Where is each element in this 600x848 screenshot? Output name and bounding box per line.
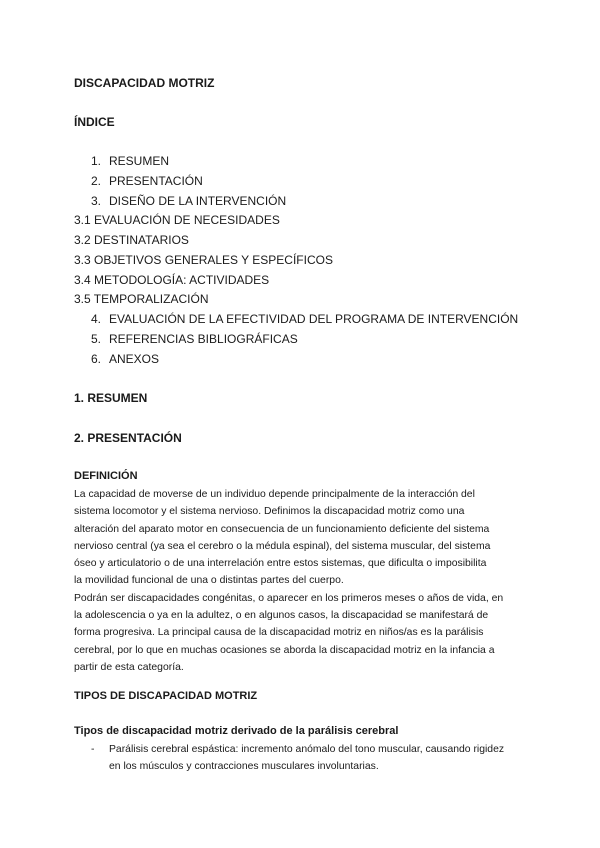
paragraph-line: La capacidad de moverse de un individuo depende principalmente de la interacción del <box>74 489 475 500</box>
paragraph-line: nervioso central (ya sea el cerebro o la médula espinal), del sistema muscular, del sistema <box>74 540 491 552</box>
toc-item-3-5: 3.5 TEMPORALIZACIÓN <box>74 292 209 306</box>
paragraph-line: partir de esta categoría. <box>74 661 184 673</box>
toc-item-resumen: RESUMEN <box>109 154 170 168</box>
paragraph-line: Podrán ser discapacidades congénitas, o aparecer en los primeros meses o años de vida, en <box>74 592 504 604</box>
document-title: DISCAPACIDAD MOTRIZ <box>74 76 215 90</box>
definition-paragraph <box>74 486 503 676</box>
paragraph-line: la movilidad funcional de una o distintas partes del cuerpo. <box>74 575 344 587</box>
bullet-line: Parálisis cerebral espástica: incremento anómalo del tono muscular, causando rigidez <box>109 744 505 755</box>
toc-item-3-4: 3.4 METODOLOGÍA: ACTIVIDADES <box>74 273 270 287</box>
toc-number-1: 1. <box>91 154 102 168</box>
bullet-marker: - <box>91 744 95 755</box>
paragraph-line: alteración del aparato motor en consecuencia de un funcionamiento deficiente del sistema <box>74 523 490 535</box>
bullet-line: en los músculos y contracciones musculares involuntarias. <box>109 761 379 773</box>
index-heading: ÍNDICE <box>74 115 115 129</box>
toc-item-presentacion: PRESENTACIÓN <box>109 174 203 188</box>
toc-number-3: 3. <box>91 194 102 208</box>
section-heading-resumen: 1. RESUMEN <box>74 391 148 405</box>
toc-item-referencias: REFERENCIAS BIBLIOGRÁFICAS <box>109 332 298 346</box>
bullet-item-espastica <box>109 741 504 776</box>
toc-number-6: 6. <box>91 352 102 366</box>
toc-item-evaluacion: EVALUACIÓN DE LA EFECTIVIDAD DEL PROGRAMA DE INTERVENCIÓN <box>109 312 519 326</box>
paragraph-line: cerebral, por lo que en muchas ocasiones se aborda la discapacidad motriz en la infancia a <box>74 644 495 656</box>
types-subheading: Tipos de discapacidad motriz derivado de la parálisis cerebral <box>74 725 399 737</box>
toc-item-3-3: 3.3 OBJETIVOS GENERALES Y ESPECÍFICOS <box>74 253 333 267</box>
toc-item-diseno: DISEÑO DE LA INTERVENCIÓN <box>109 194 287 208</box>
section-heading-presentacion: 2. PRESENTACIÓN <box>74 431 182 445</box>
toc-number-5: 5. <box>91 332 102 346</box>
toc-number-2: 2. <box>91 174 102 188</box>
toc-item-anexos: ANEXOS <box>109 352 160 366</box>
types-heading: TIPOS DE DISCAPACIDAD MOTRIZ <box>74 690 258 702</box>
paragraph-line: óseo y articulatorio o de una interrelación entre estos sistemas, que dificulta o imposibilita <box>74 558 487 570</box>
paragraph-line: sistema locomotor y el sistema nervioso. Definimos la discapacidad motriz como una <box>74 506 465 518</box>
paragraph-line: la adolescencia o ya en la adultez, o en algunos casos, la discapacidad se manifestará de <box>74 610 489 622</box>
paragraph-line: forma progresiva. La principal causa de la discapacidad motriz en niños/as es la parálisis <box>74 627 484 639</box>
toc-number-4: 4. <box>91 312 102 326</box>
definition-heading: DEFINICIÓN <box>74 470 138 482</box>
toc-item-3-2: 3.2 DESTINATARIOS <box>74 233 189 247</box>
toc-item-3-1: 3.1 EVALUACIÓN DE NECESIDADES <box>74 213 280 227</box>
